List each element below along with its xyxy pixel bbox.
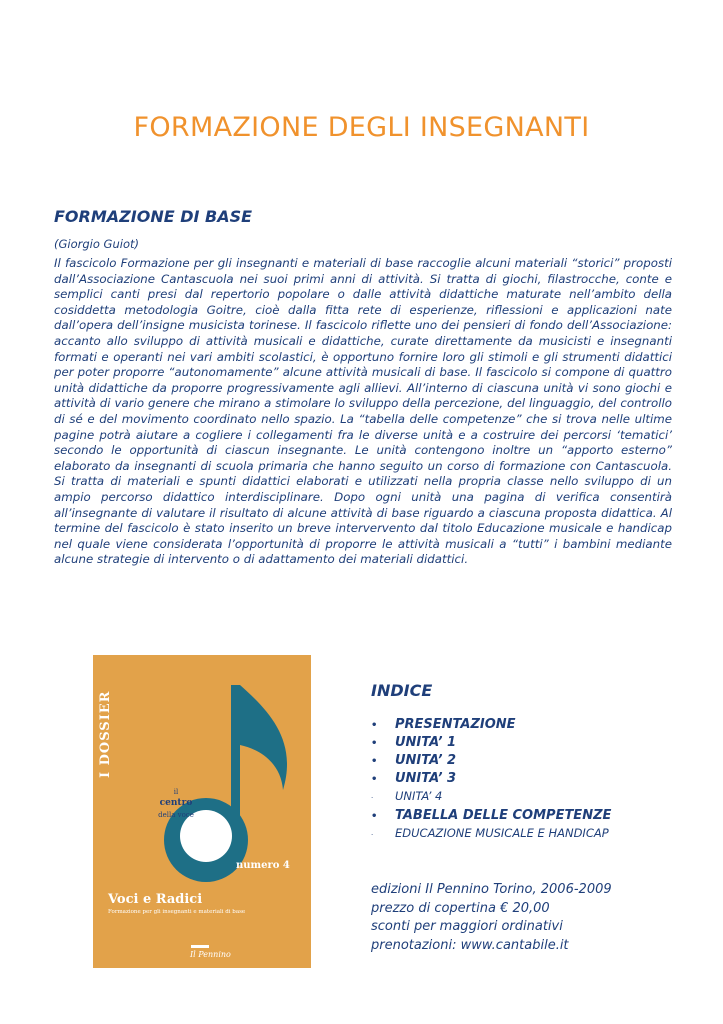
index-item-label: EDUCAZIONE MUSICALE E HANDICAP	[395, 826, 609, 840]
index-item-label: UNITA’ 1	[395, 735, 457, 750]
index-item-label: UNITA’ 2	[395, 753, 457, 768]
cover-book-subtitle: Formazione per gli insegnanti e materiali di base	[108, 909, 246, 915]
author: (Giorgio Guiot)	[54, 237, 139, 251]
index-item	[371, 807, 611, 825]
index-item-label: UNITA’ 3	[395, 771, 457, 786]
body-paragraph: Il fascicolo Formazione per gli insegnanti e materiali di base raccoglie alcuni materiali “storici” proposti dall’Associazione Cantascuola nei suoi primi anni di attività. Si tratta di giochi, filastrocche, conte e semplici canti presi dal repertorio popolare o dalle attività didattiche maturate nell’ambito della cosiddetta metodologia Goitre, cioè dalla fitta rete di esperienze, riflessioni e applicazioni nate dall’opera dell’insigne musicista torinese. Il fascicolo riflette uno dei pensieri di fondo dell’Associazione: accanto allo sviluppo di attività musicali e didattiche, curate direttamente da musicisti e insegnanti formati e operanti nei vari ambiti scolastici, è opportuno fornire loro gli stimoli e gli strumenti didattici per poter proporre “autonomamente” alcune attività musicali di base. Il fascicolo si compone di quattro unità didattiche da proporre progressivamente agli allievi. All’interno di ciascuna unità vi sono giochi e attività di vario genere che mirano a stimolare lo sviluppo della percezione, del linguaggio, del controllo di sé e del movimento coordinato nello spazio. La “tabella delle competenze” che si trova nelle ultime pagine potrà aiutare a cogliere i collegamenti fra le diverse unità e a costruire dei percorsi ‘tematici’ secondo le opportunità di ciascun insegnante. Le unità contengono inoltre un “apporto esterno” elaborato da insegnanti di scuola primaria che hanno seguito un corso di formazione con Cantascuola. Si tratta di materiali e spunti didattici elaborati e utilizzati nella propria classe nello sviluppo di un ampio percorso didattico interdisciplinare. Dopo ogni unità una pagina di verifica consentirà all’insegnante di valutare il risultato di alcune attività di base riguardo a ciascuna proposta didattica. Al termine del fascicolo è stato inserito un breve intervervento dal titolo Educazione musicale e handicap nel quale viene considerata l’opportunità di proporre le attività musicali a “tutti” i bambini mediante alcune strategie di intervento o di adattamento dei materiali didattici.	[54, 256, 672, 567]
cover-series: I DOSSIER	[98, 690, 113, 778]
bullet-icon: ·	[371, 794, 374, 802]
bullet-icon: •	[371, 720, 378, 731]
index-title: INDICE	[371, 681, 433, 700]
cover-logo-line1: il	[173, 788, 179, 796]
page-title: FORMAZIONE DEGLI INSEGNANTI	[133, 112, 590, 143]
publisher-line: edizioni Il Pennino Torino, 2006-2009	[371, 882, 612, 897]
cover-logo-line3: della voce	[158, 811, 194, 819]
bullet-icon: •	[371, 774, 378, 785]
price-line: prezzo di copertina € 20,00	[371, 900, 550, 916]
index-list	[371, 716, 611, 844]
index-item	[371, 716, 611, 734]
bullet-icon: ·	[371, 831, 374, 839]
index-item-label: UNITA’ 4	[395, 789, 443, 803]
cover-logo-line2: centro	[159, 798, 193, 808]
index-item	[371, 788, 611, 807]
cover-number: numero 4	[236, 860, 290, 871]
publication-info	[371, 881, 612, 955]
index-item	[371, 734, 611, 752]
bullet-icon: •	[371, 756, 378, 767]
section-title: FORMAZIONE DI BASE	[54, 207, 253, 226]
index-item	[371, 752, 611, 770]
booking-line: prenotazioni: www.cantabile.it	[371, 937, 569, 953]
index-item-label: PRESENTAZIONE	[395, 717, 516, 732]
bullet-icon: •	[371, 738, 378, 749]
index-item	[371, 770, 611, 788]
index-item	[371, 825, 611, 844]
bullet-icon: •	[371, 811, 378, 822]
discount-line: sconti per maggiori ordinativi	[371, 919, 563, 934]
cover-book-title: Voci e Radici	[108, 892, 203, 907]
cover-publisher: Il Pennino	[190, 950, 231, 959]
index-item-label: TABELLA DELLE COMPETENZE	[395, 808, 612, 823]
